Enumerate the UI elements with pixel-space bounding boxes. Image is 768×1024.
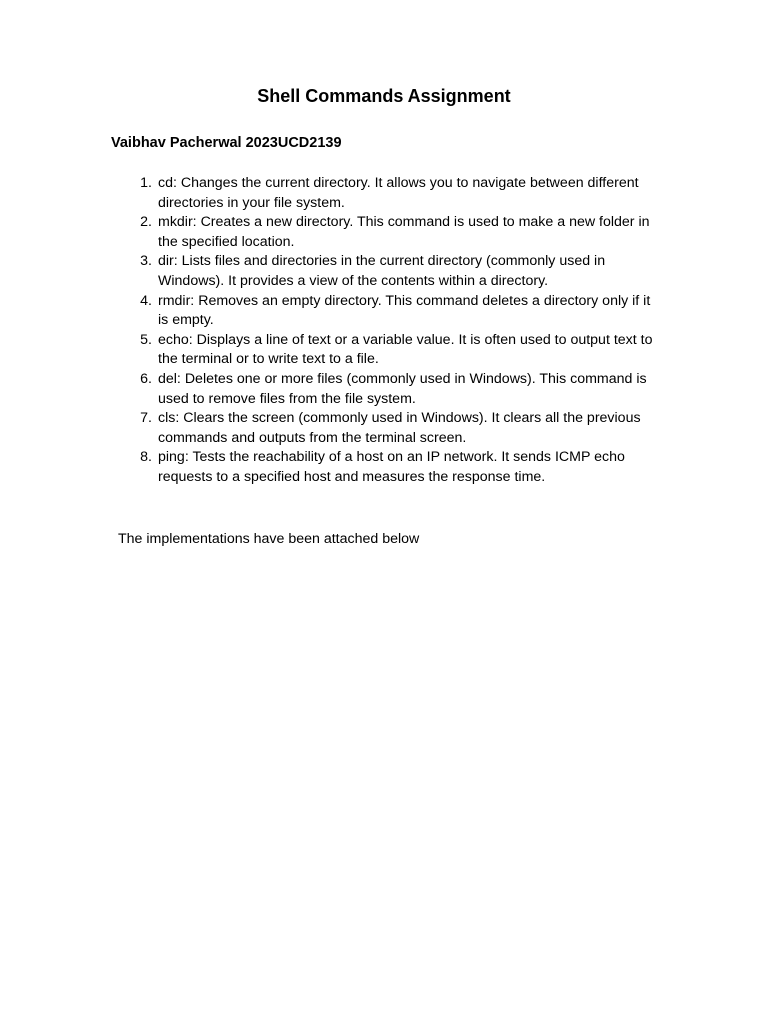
list-item-number: 7. xyxy=(140,410,152,427)
list-item-text: rmdir: Removes an empty directory. This command deletes a directory only if it is empty. xyxy=(158,292,651,329)
list-item-text: mkdir: Creates a new directory. This command is used to make a new folder in the specified location. xyxy=(158,214,650,250)
closing-note: The implementations have been attached below xyxy=(118,531,420,547)
list-item-text: ping: Tests the reachability of a host on an IP network. It sends ICMP echo requests to a specified host and measures the response time. xyxy=(158,449,625,485)
list-item-text: cd: Changes the current directory. It allows you to navigate between different directories in your file system. xyxy=(158,175,639,211)
list-item xyxy=(0,292,658,331)
list-item xyxy=(0,174,658,213)
list-item-number: 3. xyxy=(140,253,152,270)
list-item-text: del: Deletes one or more files (commonly used in Windows). This command is used to remove files from the file system. xyxy=(158,370,647,407)
list-item-text: echo: Displays a line of text or a variable value. It is often used to output text to the terminal or to write text to a file. xyxy=(158,331,653,368)
author-line: Vaibhav Pacherwal 2023UCD2139 xyxy=(111,135,342,151)
list-item xyxy=(0,331,658,370)
list-item xyxy=(0,213,658,252)
list-item xyxy=(0,370,658,409)
list-item-text: dir: Lists files and directories in the current directory (commonly used in Windows). It provides a view of the contents within a directory. xyxy=(158,253,606,289)
list-item-number: 1. xyxy=(140,175,152,191)
list-item-number: 5. xyxy=(140,331,152,348)
document-title: Shell Commands Assignment xyxy=(257,86,511,106)
list-item-number: 2. xyxy=(140,214,152,231)
list-item-number: 4. xyxy=(140,292,152,309)
list-item xyxy=(0,409,658,448)
command-list xyxy=(0,174,658,488)
list-item-number: 8. xyxy=(140,449,152,466)
list-item-text: cls: Clears the screen (commonly used in Windows). It clears all the previous commands and outputs from the terminal screen. xyxy=(158,410,641,446)
list-item xyxy=(0,252,658,291)
list-item-number: 6. xyxy=(140,370,152,387)
list-item xyxy=(0,448,658,487)
